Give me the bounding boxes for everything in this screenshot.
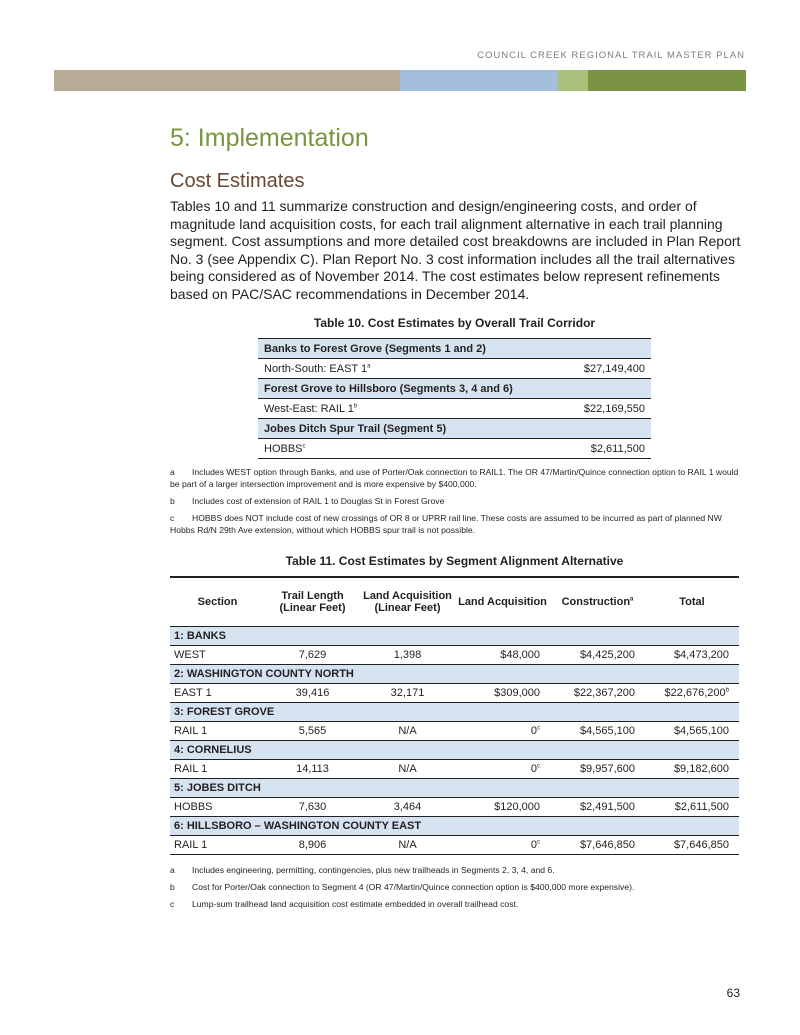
table10-group-row (258, 379, 651, 399)
cell-land-acquisition-feet: N/A (360, 760, 455, 779)
cell-construction: $22,367,200 (550, 684, 645, 703)
table10-caption: Table 10. Cost Estimates by Overall Trail Corridor (313, 316, 596, 330)
table10-value: $2,611,500 (501, 439, 651, 459)
cell-land-acquisition-feet: N/A (360, 722, 455, 741)
intro-paragraph: Tables 10 and 11 summarize construction and design/engineering costs, and order of magnitude land acquisition costs, for each trail alignment alternative in each trail planning segment. Cost assumptions and more detailed cost breakdowns are included in Plan Report No. 3 (see Appendix C). Plan Report No. 3 cost information includes all the trail alternatives being considered as of November 2014. The cost estimates below represent refinements based on PAC/SAC recommendations in December 2014. (170, 198, 741, 302)
cell-trail-length: 7,629 (265, 646, 360, 665)
footnote-text: Includes engineering, permitting, contingencies, plus new trailheads in Segments 2, 3, 4, and 6. (192, 865, 555, 875)
table10-item-label: HOBBS (264, 442, 303, 455)
footnote (170, 881, 745, 893)
table10-row (258, 399, 651, 419)
table11-segment-heading: 6: HILLSBORO – WASHINGTON COUNTY EAST (170, 817, 739, 836)
cell-total-value: $4,473,200 (673, 649, 729, 661)
cell-trail-length: 14,113 (265, 760, 360, 779)
cell-total-value: $22,676,200 (664, 687, 726, 699)
table11 (170, 576, 739, 855)
cell-trail-length: 8,906 (265, 836, 360, 855)
footnote-label: c (170, 899, 175, 909)
table10-group-heading: Banks to Forest Grove (Segments 1 and 2) (258, 339, 651, 359)
table10-group-row (258, 339, 651, 359)
table11-caption: Table 11. Cost Estimates by Segment Alignment Alternative (285, 554, 624, 568)
cell-land-acquisition-feet: 1,398 (360, 646, 455, 665)
table11-row (170, 646, 739, 665)
cell-land-acquisition (455, 760, 550, 779)
cell-total (645, 836, 739, 855)
cell-land-acquisition (455, 798, 550, 817)
table11-row (170, 760, 739, 779)
chapter-title: 5: Implementation (170, 124, 369, 152)
table11-segment-heading: 3: FOREST GROVE (170, 703, 739, 722)
cell-land-acquisition-value: $309,000 (494, 687, 540, 699)
col-construction: Construction$^a$ (550, 577, 645, 627)
footnote-label: a (170, 467, 175, 477)
color-bar-blue (400, 70, 558, 91)
cell-land-acquisition-value: 0 (530, 725, 537, 737)
cell-section: WEST (170, 646, 265, 665)
cell-construction: $4,425,200 (550, 646, 645, 665)
cell-total (645, 798, 739, 817)
cell-total-value: $4,565,100 (673, 725, 729, 737)
cell-total (645, 760, 739, 779)
table10-group-heading: Jobes Ditch Spur Trail (Segment 5) (258, 419, 651, 439)
table11-header-row (170, 577, 739, 627)
table11-row (170, 836, 739, 855)
table11-segment-heading: 5: JOBES DITCH (170, 779, 739, 798)
table11-segment-heading: 1: BANKS (170, 627, 739, 646)
col-trail-length: Trail Length (Linear Feet) (265, 577, 360, 627)
cell-construction: $7,646,850 (550, 836, 645, 855)
table11-segment-heading: 2: WASHINGTON COUNTY NORTH (170, 665, 739, 684)
cell-land-acquisition-feet: N/A (360, 836, 455, 855)
table10 (258, 338, 651, 459)
cell-land-acquisition-footnote: c (537, 763, 540, 770)
footnote-text: Includes cost of extension of RAIL 1 to Douglas St in Forest Grove (192, 496, 445, 506)
table11-segment-row (170, 665, 739, 684)
cell-land-acquisition (455, 836, 550, 855)
footnote (170, 864, 745, 876)
table10-item-footnote: b (353, 402, 358, 409)
cell-land-acquisition-feet: 3,464 (360, 798, 455, 817)
color-bar-tan (54, 70, 400, 91)
cell-section: RAIL 1 (170, 722, 265, 741)
table10-row (258, 439, 651, 459)
decorative-color-bar (54, 70, 746, 91)
section-title: Cost Estimates (170, 170, 305, 192)
cell-construction: $2,491,500 (550, 798, 645, 817)
cell-section: EAST 1 (170, 684, 265, 703)
color-bar-light-green (558, 70, 588, 91)
cell-total-value: $9,182,600 (673, 763, 729, 775)
table11-segment-row (170, 627, 739, 646)
cell-construction: $9,957,600 (550, 760, 645, 779)
cell-land-acquisition-footnote: c (537, 725, 540, 732)
cell-land-acquisition-value: $120,000 (494, 801, 540, 813)
cell-total-value: $2,611,500 (674, 801, 729, 813)
table10-item (258, 439, 501, 459)
table11-segment-row (170, 779, 739, 798)
cell-land-acquisition-value: $48,000 (500, 649, 540, 661)
cell-construction: $4,565,100 (550, 722, 645, 741)
table10-notes (170, 466, 745, 541)
footnote-label: a (170, 865, 175, 875)
cell-land-acquisition (455, 684, 550, 703)
footnote-label: b (170, 496, 175, 506)
footnote-text: Cost for Porter/Oak connection to Segment 4 (OR 47/Martin/Quince connection option is $400,000 more expensive). (192, 882, 635, 892)
cell-trail-length: 39,416 (265, 684, 360, 703)
table10-item-label: North-South: EAST 1 (264, 362, 368, 375)
table10-item-footnote: a (367, 362, 371, 369)
footnote (170, 495, 745, 507)
cell-land-acquisition-value: 0 (530, 839, 537, 851)
cell-total (645, 722, 739, 741)
footnote-label: c (170, 513, 175, 523)
cell-land-acquisition (455, 722, 550, 741)
col-section: Section (170, 577, 265, 627)
cell-land-acquisition-footnote: c (537, 839, 540, 846)
table11-notes (170, 864, 745, 915)
table10-group-heading: Forest Grove to Hillsboro (Segments 3, 4 and 6) (258, 379, 651, 399)
footnote-label: b (170, 882, 175, 892)
table10-item-footnote: c (302, 442, 306, 449)
table10-group-row (258, 419, 651, 439)
col-land-acquisition-feet: Land Acquisition (Linear Feet) (360, 577, 455, 627)
cell-section: HOBBS (170, 798, 265, 817)
table11-segment-heading: 4: CORNELIUS (170, 741, 739, 760)
table10-row (258, 359, 651, 379)
running-header: COUNCIL CREEK REGIONAL TRAIL MASTER PLAN (477, 50, 745, 61)
cell-section: RAIL 1 (170, 836, 265, 855)
footnote-text: HOBBS does NOT include cost of new crossings of OR 8 or UPRR rail line. These costs are assumed to be incurred as part of planned NW Hobbs Rd/N 29th Ave extension, without which HOBBS spur trail is not possible. (170, 513, 722, 535)
cell-land-acquisition-value: 0 (530, 763, 537, 775)
table11-segment-row (170, 703, 739, 722)
cell-total (645, 684, 739, 703)
col-total: Total (645, 577, 739, 627)
cell-trail-length: 7,630 (265, 798, 360, 817)
table10-item-label: West-East: RAIL 1 (264, 402, 354, 415)
table10-value: $22,169,550 (501, 399, 651, 419)
table11-segment-row (170, 741, 739, 760)
footnote-text: Lump-sum trailhead land acquisition cost estimate embedded in overall trailhead cost. (192, 899, 519, 909)
cell-trail-length: 5,565 (265, 722, 360, 741)
cell-section: RAIL 1 (170, 760, 265, 779)
footnote (170, 466, 745, 490)
footnote (170, 512, 745, 536)
table10-item (258, 399, 501, 419)
col-land-acquisition: Land Acquisition (455, 577, 550, 627)
table11-row (170, 684, 739, 703)
cell-total-footnote: b (725, 687, 729, 694)
table11-row (170, 722, 739, 741)
cell-total-value: $7,646,850 (673, 839, 729, 851)
table10-item (258, 359, 501, 379)
table11-segment-row (170, 817, 739, 836)
color-bar-dark-green (588, 70, 746, 91)
cell-land-acquisition-feet: 32,171 (360, 684, 455, 703)
cell-total (645, 646, 739, 665)
table10-value: $27,149,400 (501, 359, 651, 379)
table11-row (170, 798, 739, 817)
footnote-text: Includes WEST option through Banks, and use of Porter/Oak connection to RAIL1. The OR 47/Martin/Quince connection option to RAIL 1 would be part of a larger intersection improvement and is more expensive by $400,000. (170, 467, 739, 489)
cell-land-acquisition (455, 646, 550, 665)
page-number: 63 (726, 986, 740, 1000)
footnote (170, 898, 745, 910)
